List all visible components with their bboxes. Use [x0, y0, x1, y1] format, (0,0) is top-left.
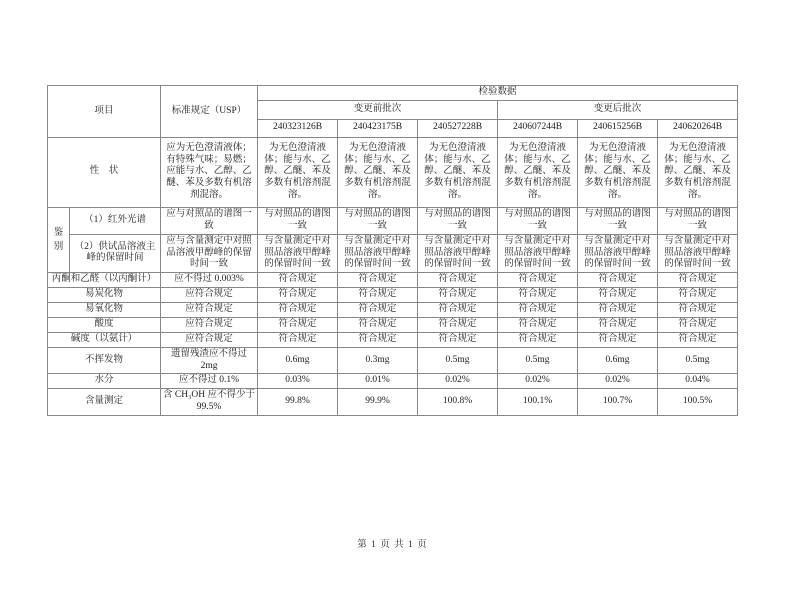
batch-number: 240323126B: [258, 119, 338, 137]
result-cell: 0.03%: [258, 374, 338, 389]
result-cell: 符合规定: [578, 273, 658, 288]
item-label-carbonizable: 易炭化物: [48, 288, 161, 303]
result-cell: 符合规定: [498, 332, 578, 347]
result-cell: 与对照品的谱图一致: [418, 207, 498, 234]
result-cell: 符合规定: [418, 303, 498, 318]
standard-spec: 应不得过 0.1%: [161, 374, 258, 389]
result-cell: 符合规定: [658, 288, 738, 303]
standard-column-header: 标准规定（USP）: [161, 86, 258, 138]
result-cell: 100.8%: [418, 389, 498, 416]
result-cell: 与对照品的谱图一致: [338, 207, 418, 234]
result-cell: 0.04%: [658, 374, 738, 389]
result-cell: 符合规定: [498, 273, 578, 288]
result-cell: 符合规定: [258, 303, 338, 318]
item-label-alkalinity: 碱度（以氨计）: [48, 332, 161, 347]
result-cell: 100.1%: [498, 389, 578, 416]
result-cell: 100.5%: [658, 389, 738, 416]
standard-spec: 应符合规定: [161, 303, 258, 318]
standard-spec: 应为无色澄清液体；有特殊气味；易燃；应能与水、乙醇、乙醚、苯及多数有机溶剂混溶。: [161, 137, 258, 207]
standard-spec: 应不得过 0.003%: [161, 273, 258, 288]
result-cell: 符合规定: [578, 332, 658, 347]
result-cell: 99.8%: [258, 389, 338, 416]
result-cell: 0.5mg: [658, 347, 738, 374]
identification-group-text: 鉴别: [53, 227, 64, 253]
result-cell: 符合规定: [418, 288, 498, 303]
inspection-data-header: 检验数据: [258, 86, 738, 101]
result-cell: 符合规定: [338, 273, 418, 288]
item-label-acetone-acetaldehyde: 丙酮和乙醛（以丙酮计）: [48, 273, 161, 288]
item-label-oxidizable: 易氧化物: [48, 303, 161, 318]
result-cell: 符合规定: [418, 273, 498, 288]
identification-group-label: [48, 207, 70, 272]
result-cell: 符合规定: [498, 288, 578, 303]
result-cell: 符合规定: [658, 303, 738, 318]
result-cell: 与对照品的谱图一致: [578, 207, 658, 234]
result-cell: 符合规定: [338, 317, 418, 332]
result-cell: 符合规定: [498, 303, 578, 318]
batch-number: 240527228B: [418, 119, 498, 137]
page-footer: 第 1 页 共 1 页: [357, 540, 428, 550]
item-label-appearance: 性 状: [48, 137, 161, 207]
result-cell: 与含量测定中对照品溶液甲醇峰的保留时间一致: [418, 234, 498, 273]
result-cell: 0.6mg: [578, 347, 658, 374]
standard-spec: 应符合规定: [161, 317, 258, 332]
after-change-header: 变更后批次: [498, 100, 738, 119]
standard-spec: 遗留残渣应不得过 2mg: [161, 347, 258, 374]
item-label-assay: 含量测定: [48, 389, 161, 416]
result-cell: 100.7%: [578, 389, 658, 416]
result-cell: 符合规定: [658, 332, 738, 347]
result-cell: 0.3mg: [338, 347, 418, 374]
result-cell: 符合规定: [258, 317, 338, 332]
result-cell: 符合规定: [338, 303, 418, 318]
result-cell: 与对照品的谱图一致: [498, 207, 578, 234]
result-cell: 为无色澄清液体；能与水、乙醇、乙醚、苯及多数有机溶剂混溶。: [498, 137, 578, 207]
item-label-acidity: 酸度: [48, 317, 161, 332]
result-cell: 为无色澄清液体；能与水、乙醇、乙醚、苯及多数有机溶剂混溶。: [578, 137, 658, 207]
result-cell: 符合规定: [658, 317, 738, 332]
result-cell: 0.5mg: [418, 347, 498, 374]
standard-spec: 含 CH₃OH 应不得少于 99.5%: [161, 389, 258, 416]
standard-spec: 应符合规定: [161, 332, 258, 347]
item-label-water: 水分: [48, 374, 161, 389]
result-cell: 符合规定: [418, 332, 498, 347]
batch-number: 240423175B: [338, 119, 418, 137]
result-cell: 0.02%: [418, 374, 498, 389]
result-cell: 符合规定: [418, 317, 498, 332]
result-cell: 与含量测定中对照品溶液甲醇峰的保留时间一致: [658, 234, 738, 273]
result-cell: 符合规定: [338, 332, 418, 347]
result-cell: 0.6mg: [258, 347, 338, 374]
result-cell: 与含量测定中对照品溶液甲醇峰的保留时间一致: [498, 234, 578, 273]
result-cell: 0.02%: [578, 374, 658, 389]
result-cell: 符合规定: [258, 288, 338, 303]
batch-number: 240615256B: [578, 119, 658, 137]
result-cell: 符合规定: [338, 288, 418, 303]
result-cell: 为无色澄清液体；能与水、乙醇、乙醚、苯及多数有机溶剂混溶。: [338, 137, 418, 207]
item-label-nonvolatile: 不挥发物: [48, 347, 161, 374]
batch-number: 240607244B: [498, 119, 578, 137]
standard-spec: 应与对照品的谱图一致: [161, 207, 258, 234]
item-label-ir-spectrum: （1）红外光谱: [70, 207, 161, 234]
result-cell: 与含量测定中对照品溶液甲醇峰的保留时间一致: [258, 234, 338, 273]
result-cell: 99.9%: [338, 389, 418, 416]
result-cell: 符合规定: [658, 273, 738, 288]
standard-spec: 应符合规定: [161, 288, 258, 303]
result-cell: 为无色澄清液体；能与水、乙醇、乙醚、苯及多数有机溶剂混溶。: [658, 137, 738, 207]
inspection-table: [47, 85, 738, 416]
result-cell: 为无色澄清液体；能与水、乙醇、乙醚、苯及多数有机溶剂混溶。: [418, 137, 498, 207]
result-cell: 与对照品的谱图一致: [658, 207, 738, 234]
items-column-header: 项目: [48, 86, 161, 138]
result-cell: 与含量测定中对照品溶液甲醇峰的保留时间一致: [338, 234, 418, 273]
batch-number: 240620264B: [658, 119, 738, 137]
before-change-header: 变更前批次: [258, 100, 498, 119]
result-cell: 0.5mg: [498, 347, 578, 374]
result-cell: 符合规定: [578, 288, 658, 303]
result-cell: 符合规定: [258, 332, 338, 347]
standard-spec: 应与含量测定中对照品溶液甲醇峰的保留时间一致: [161, 234, 258, 273]
result-cell: 符合规定: [498, 317, 578, 332]
result-cell: 0.01%: [338, 374, 418, 389]
result-cell: 符合规定: [578, 303, 658, 318]
item-label-retention-time: （2）供试品溶液主峰的保留时间: [70, 234, 161, 273]
result-cell: 符合规定: [578, 317, 658, 332]
result-cell: 为无色澄清液体；能与水、乙醇、乙醚、苯及多数有机溶剂混溶。: [258, 137, 338, 207]
result-cell: 符合规定: [258, 273, 338, 288]
result-cell: 与含量测定中对照品溶液甲醇峰的保留时间一致: [578, 234, 658, 273]
result-cell: 与对照品的谱图一致: [258, 207, 338, 234]
result-cell: 0.02%: [498, 374, 578, 389]
